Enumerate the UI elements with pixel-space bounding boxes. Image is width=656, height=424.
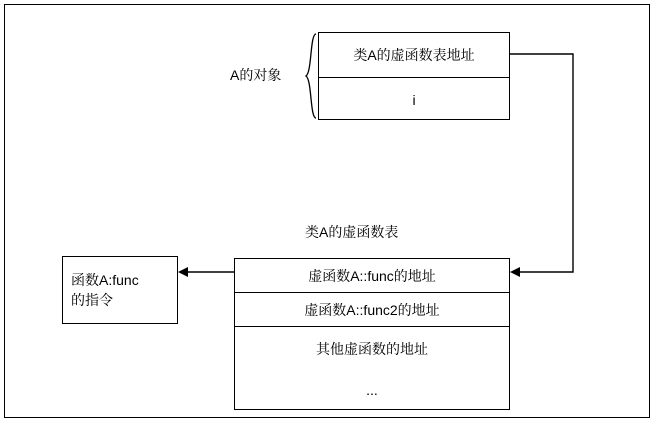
- vtable-row-func2-label: 虚函数A::func2的地址: [304, 301, 440, 318]
- vtable-row-func: [235, 259, 509, 292]
- vtable-row-other-label: 其他虚函数的地址: [316, 341, 428, 357]
- function-instruction-line2: 的指令: [71, 292, 113, 308]
- vtable-row-func-label: 虚函数A::func的地址: [308, 267, 436, 284]
- object-brace-label: A的对象: [230, 67, 282, 83]
- object-row-vptr-label: 类A的虚函数表地址: [353, 47, 475, 63]
- vtable-row-other: [235, 326, 509, 371]
- function-instruction-box: [62, 256, 178, 324]
- vtable-row-ellipsis-label: ...: [366, 382, 378, 398]
- vtable-box: [234, 258, 510, 410]
- vtable-row-func2: [235, 292, 509, 326]
- object-layout-box: [318, 32, 510, 120]
- object-row-member-i: [319, 77, 509, 121]
- vtable-title: 类A的虚函数表: [305, 224, 399, 240]
- object-row-member-i-label: i: [412, 91, 416, 108]
- object-row-vptr: [319, 33, 509, 77]
- vtable-row-ellipsis: [235, 371, 509, 409]
- function-instruction-line1: 函数A:func: [71, 271, 139, 288]
